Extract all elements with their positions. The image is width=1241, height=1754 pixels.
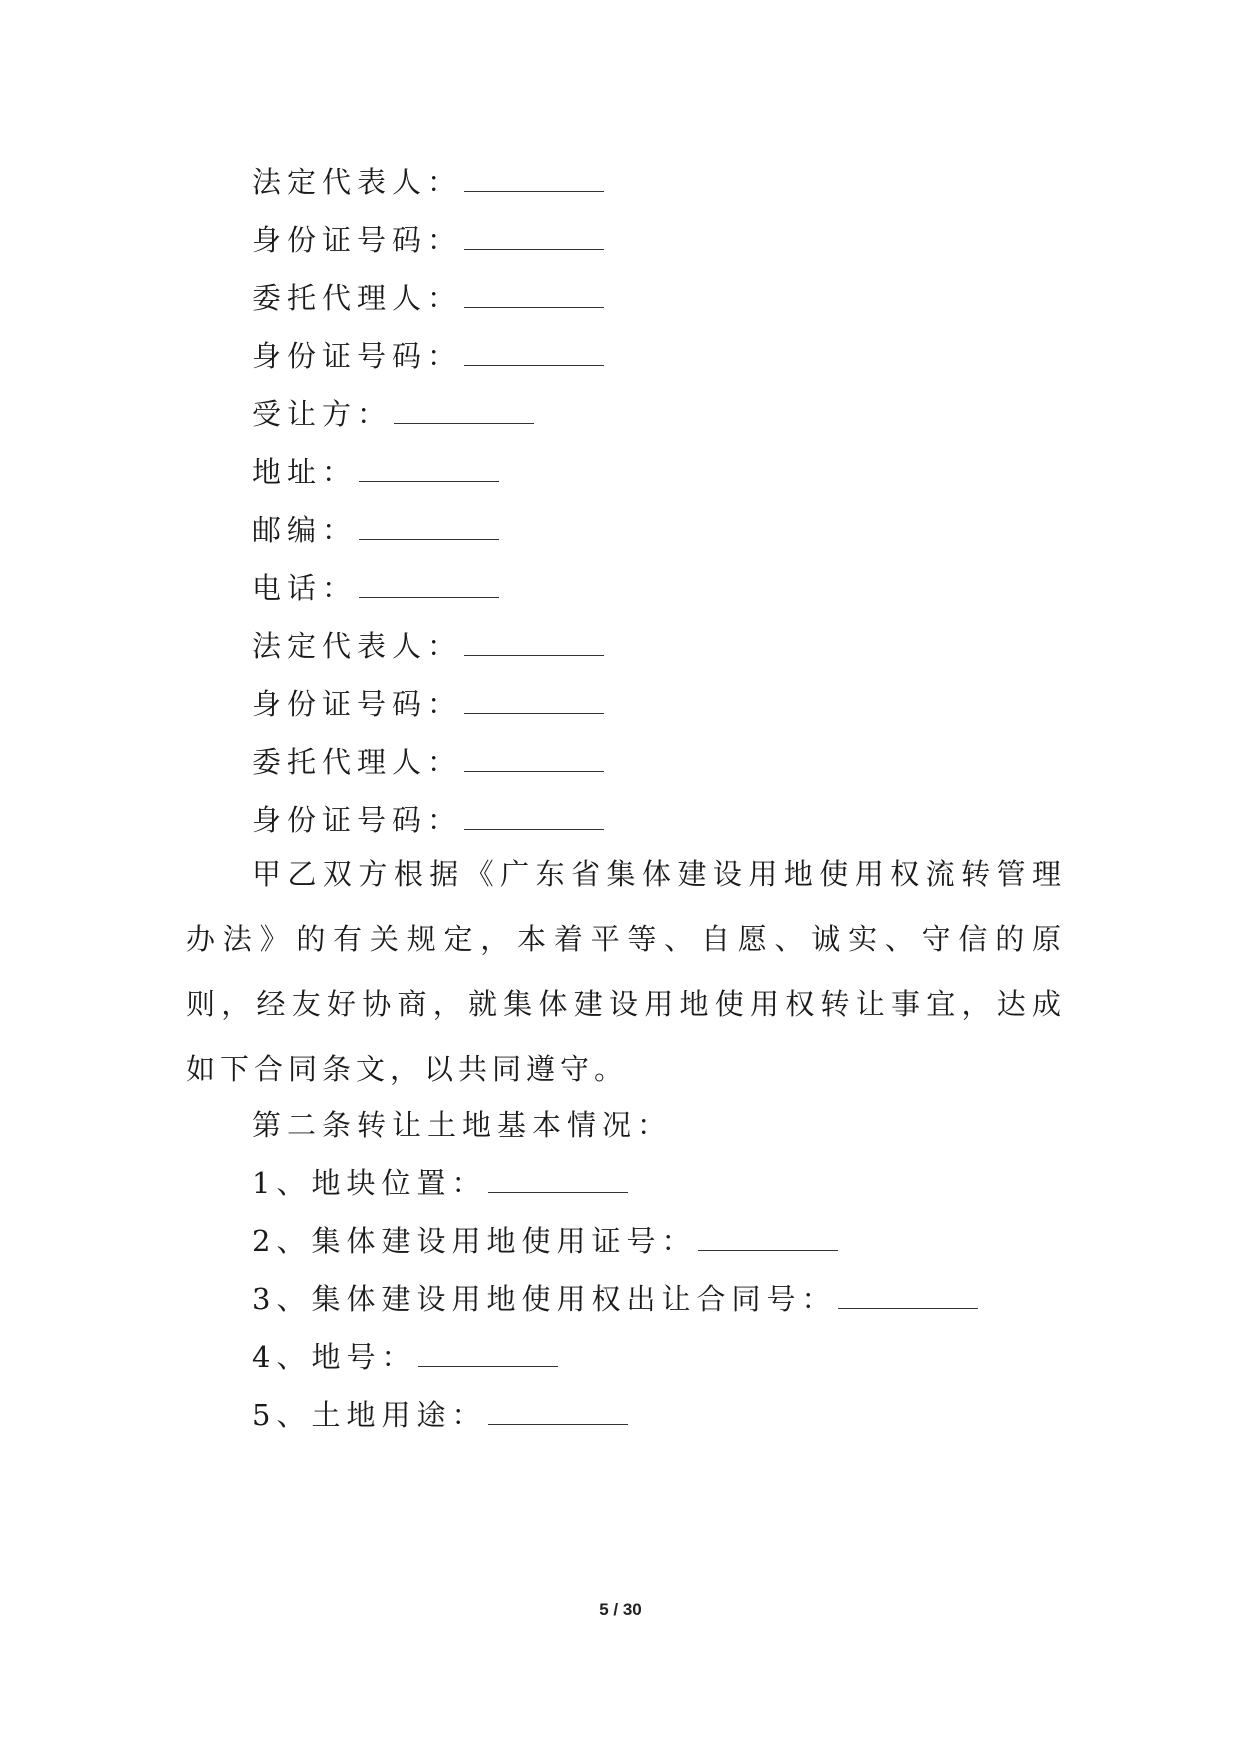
item-land-certificate <box>252 1221 838 1261</box>
field-label: 身份证号码： <box>252 803 463 837</box>
blank-line <box>359 455 499 482</box>
field-postcode <box>252 510 499 550</box>
field-label: 委托代理人： <box>252 281 463 315</box>
field-label: 电话： <box>252 571 358 605</box>
field-label: 受让方： <box>252 397 393 431</box>
field-transferee <box>252 394 534 434</box>
field-agent-1 <box>252 278 604 318</box>
item-land-use <box>252 1395 628 1435</box>
field-id-number-3 <box>252 684 604 724</box>
blank-line <box>488 1166 628 1193</box>
blank-line <box>464 745 604 772</box>
item-label: 4、地号： <box>252 1340 417 1374</box>
field-label: 法定代表人： <box>252 629 463 663</box>
field-label: 委托代理人： <box>252 745 463 779</box>
field-id-number-2 <box>252 336 604 376</box>
blank-line <box>464 687 604 714</box>
page-number: 5 / 30 <box>599 1600 642 1619</box>
field-id-number-1 <box>252 220 604 260</box>
blank-line <box>359 571 499 598</box>
field-agent-2 <box>252 742 604 782</box>
blank-line <box>698 1224 838 1251</box>
blank-line <box>464 223 604 250</box>
item-label: 2、集体建设用地使用证号： <box>252 1224 697 1258</box>
agreement-paragraph: 甲乙双方根据《广东省集体建设用地使用权流转管理办法》的有关规定，本着平等、自愿、诚实、守信的原则，经友好协商，就集体建设用地使用权转让事宜，达成如下合同条文，以共同遵守。 <box>186 857 1066 1086</box>
field-phone <box>252 568 499 608</box>
field-legal-rep-2 <box>252 626 604 666</box>
item-lot-number <box>252 1337 558 1377</box>
field-label: 身份证号码： <box>252 339 463 373</box>
blank-line <box>464 165 604 192</box>
field-label: 邮编： <box>252 513 358 547</box>
blank-line <box>838 1282 978 1309</box>
blank-line <box>464 281 604 308</box>
blank-line <box>394 397 534 424</box>
blank-line <box>464 629 604 656</box>
field-label: 身份证号码： <box>252 223 463 257</box>
item-label: 5、土地用途： <box>252 1398 487 1432</box>
item-label: 3、集体建设用地使用权出让合同号： <box>252 1282 837 1316</box>
section-title: 第二条转让土地基本情况： <box>252 1108 673 1142</box>
field-label: 身份证号码： <box>252 687 463 721</box>
field-legal-rep-1 <box>252 162 604 202</box>
field-address <box>252 452 499 492</box>
blank-line <box>418 1340 558 1367</box>
item-plot-location <box>252 1163 628 1203</box>
blank-line <box>488 1398 628 1425</box>
blank-line <box>359 513 499 540</box>
field-id-number-4 <box>252 800 604 840</box>
blank-line <box>464 339 604 366</box>
item-contract-number <box>252 1279 978 1319</box>
field-label: 法定代表人： <box>252 165 463 199</box>
blank-line <box>464 803 604 830</box>
item-label: 1、地块位置： <box>252 1166 487 1200</box>
field-label: 地址： <box>252 455 358 489</box>
